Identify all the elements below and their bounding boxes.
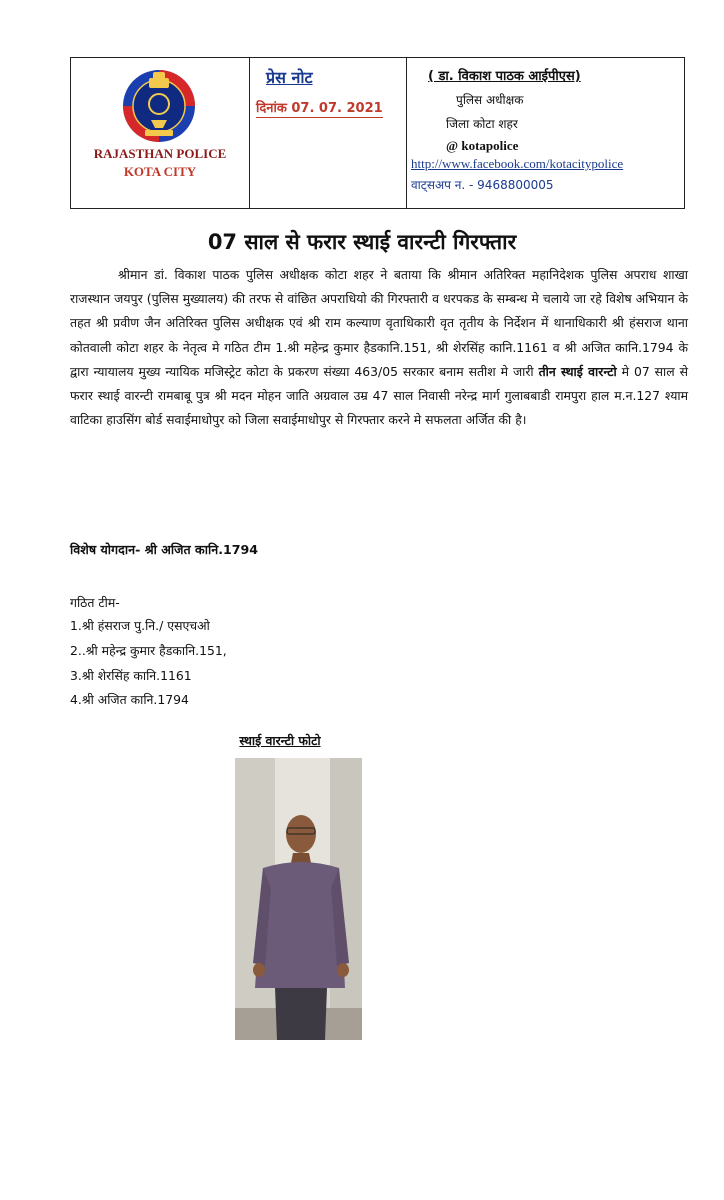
social-handle: @ kotapolice <box>446 138 519 153</box>
org-unit: KOTA CITY <box>123 164 197 179</box>
officer-office: जिला कोटा शहर <box>446 117 518 131</box>
body-paragraph <box>70 263 688 432</box>
team-member: 3.श्री शेरसिंह कानि.1161 <box>70 667 192 683</box>
officer-post: पुलिस अधीक्षक <box>456 93 524 107</box>
press-date: दिनांक 07. 07. 2021 <box>256 98 383 118</box>
team-member: 4.श्री अजित कानि.1794 <box>70 692 189 708</box>
header-divider <box>406 58 407 208</box>
officer-name: ( डा. विकाश पाठक आईपीएस) <box>428 69 581 84</box>
whatsapp-number: वाट्सअप न. - 9468800005 <box>411 178 554 192</box>
body-highlight: तीन स्थाई वारन्टो <box>538 363 617 379</box>
body-text: श्रीमान डां. विकाश पाठक पुलिस अधीक्षक कोटा शहर ने बताया कि श्रीमान अतिरिक्त महानिदेशक पुलिस अपराध शाखा राजस्थान जयपुर (पुलिस मुख्यालय) की तरफ से वांछित अपराधियो की गिरफ्तारी व धरपकड के सम्बन्ध मे चलाये जा रहे विशेष अभियान के तहत श्री प्रवीण जैन अतिरिक्त पुलिस अधीक्षक एवं श्री राम कल्याण वृताधिकारी वृत तृतीय के निर्देशन में थानाधिकारी श्री हंसराज थाना कोतवाली कोटा शहर के नेतृत्व मे गठित टीम 1.श्री महेन्द्र कुमार हैडकानि.151, श्री शेरसिंह कानि.1161 व श्री अजित कानि.1794 के द्वारा न्यायालय मुख्य न्यायिक मजिस्ट्रेट कोटा के प्रकरण संख्या 463/05 सरकार बनाम सतीश मे जारी <box>70 267 688 379</box>
org-name: RAJASTHAN POLICE <box>93 146 227 161</box>
headline: 07 साल से फरार स्थाई वारन्टी गिरफ्तार <box>207 230 517 254</box>
team-member: 1.श्री हंसराज पु.नि./ एसएचओ <box>70 618 210 633</box>
accused-photo <box>235 758 362 1040</box>
team-list <box>70 618 227 717</box>
press-note-title: प्रेस नोट <box>266 68 313 87</box>
body-text: मे 07 साल से फरार स्थाई वारन्टी रामबाबू पुत्र श्री मदन मोहन जाति अग्रवाल उम्र 47 साल निवासी नरेन्द्र मार्ग गुलाबबाडी रामपुरा हाल म.न.127 श्याम वाटिका हाउसिंग बोर्ड सवाईमाधोपुर को जिला सवाईमाधोपुर से गिरफ्तार करने मे सफलता अर्जित की है। <box>70 363 688 428</box>
photo-caption: स्थाई वारन्टी फोटो <box>239 733 321 748</box>
facebook-link[interactable]: http://www.facebook.com/kotacitypolice <box>411 156 624 171</box>
team-member: 2..श्री महेन्द्र कुमार हैडकानि.151, <box>70 642 227 658</box>
special-contribution: विशेष योगदान- श्री अजित कानि.1794 <box>70 542 259 557</box>
header-divider <box>249 58 250 208</box>
rajasthan-police-emblem-icon <box>111 64 207 144</box>
team-heading: गठित टीम- <box>70 595 120 610</box>
header-box <box>70 57 685 209</box>
